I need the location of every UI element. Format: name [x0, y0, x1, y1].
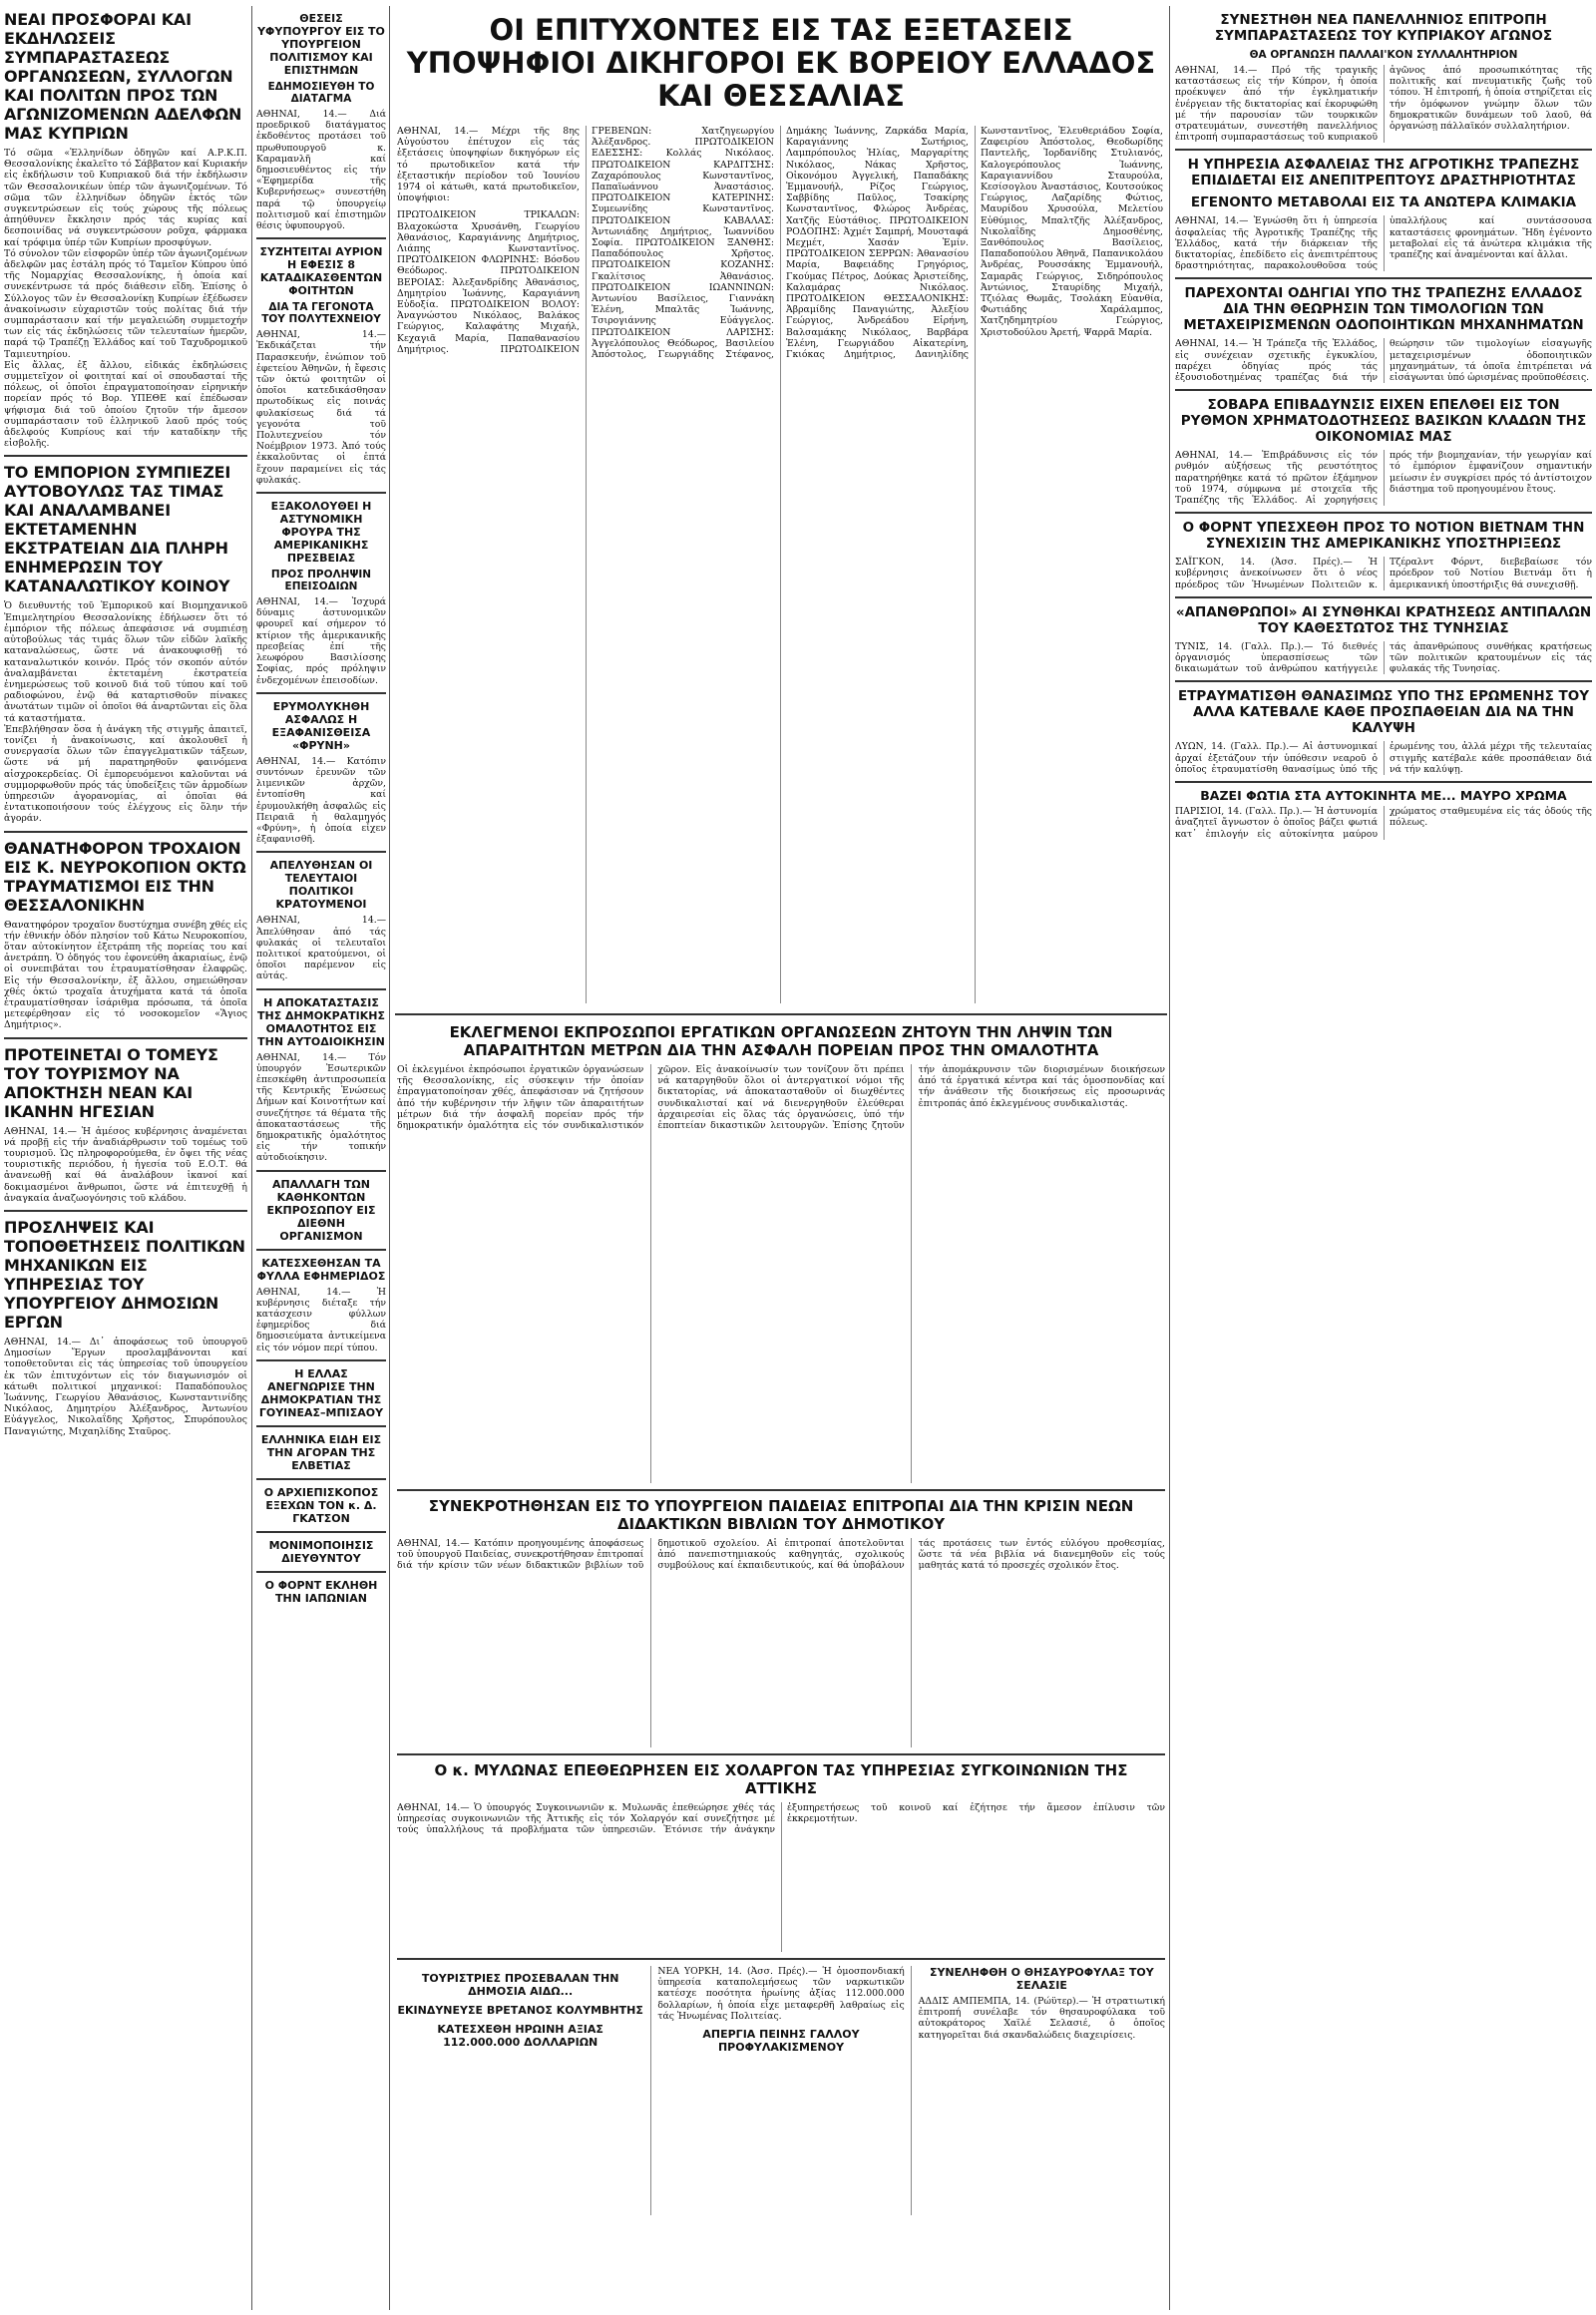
- article-text: Ἐπεβλήθησαν ὅσα ἡ ἀνάγκη τῆς στιγμῆς ἀπαιτεῖ, τονίζει ἡ ἀνακοίνωσις, καί ἀκολουθεῖ ἡ συνεργασία ὅλων τῶν ἐπαγγελματικῶν τάξεων, ὥστε νά μή παρατηρηθοῦν φαινόμενα αἰσχροκερδείας. Οἱ ἐμπορευόμενοι καλοῦνται νά συμμορφωθοῦν πρός τάς ὑποδείξεις τῶν ἁρμοδίων ὑπηρεσιῶν ἀγορανομίας, αἱ ὁποῖαι θά ἐντατικοποιήσουν τούς ἐλέγχους εἰς ὅλην τήν ἀγοράν.: [4, 723, 247, 825]
- headline: ΣΥΝΕΣΤΗΘΗ ΝΕΑ ΠΑΝΕΛΛΗΝΙΟΣ ΕΠΙΤΡΟΠΗ ΣΥΜΠΑΡΑΣΤΑΣΕΩΣ ΤΟΥ ΚΥΠΡΙΑΚΟΥ ΑΓΩΝΟΣ: [1214, 12, 1553, 44]
- article-lyon: [1175, 741, 1592, 775]
- headline: ΕΚΛΕΓΜΕΝΟΙ ΕΚΠΡΟΣΩΠΟΙ ΕΡΓΑΤΙΚΩΝ ΟΡΓΑΝΩΣΕΩΝ ΖΗΤΟΥΝ ΤΗΝ ΛΗΨΙΝ ΤΩΝ ΑΠΑΡΑΙΤΗΤΩΝ ΜΕΤΡΩΝ ΔΙΑ ΤΗΝ ΑΣΦΑΛΗ ΠΟΡΕΙΑΝ ΠΡΟΣ ΤΗΝ ΟΜΑΛΟΤΗΤΑ: [449, 1023, 1113, 1059]
- article-emporion: [4, 463, 247, 824]
- headline: ΕΤΡΑΥΜΑΤΙΣΘΗ ΘΑΝΑΣΙΜΩΣ ΥΠΟ ΤΗΣ ΕΡΩΜΕΝΗΣ ΤΟΥ ΑΛΛΑ ΚΑΤΕΒΑΛΕ ΚΑΘΕ ΠΡΟΣΠΑΘΕΙΑΝ ΔΙΑ ΝΑ ΤΗΝ ΚΑΛΥΨΗ: [1177, 688, 1589, 737]
- headline: ΕΞΑΚΟΛΟΥΘΕΙ Η ΑΣΤΥΝΟΜΙΚΗ ΦΡΟΥΡΑ ΤΗΣ ΑΜΕΡΙΚΑΝΙΚΗΣ ΠΡΕΣΒΕΙΑΣ: [270, 500, 372, 566]
- divider: [1175, 680, 1592, 682]
- divider: [256, 988, 386, 990]
- column-rule: [389, 6, 390, 2310]
- headline: ΠΡΟΤΕΙΝΕΤΑΙ Ο ΤΟΜΕΥΣ ΤΟΥ ΤΟΥΡΙΣΜΟΥ ΝΑ ΑΠΟΚΤΗΣΗ ΝΕΑΝ ΚΑΙ ΙΚΑΝΗΝ ΗΓΕΣΙΑΝ: [4, 1044, 218, 1121]
- divider: [1175, 277, 1592, 279]
- headline: ΝΕΑΙ ΠΡΟΣΦΟΡΑΙ ΚΑΙ ΕΚΔΗΛΩΣΕΙΣ ΣΥΜΠΑΡΑΣΤΑΣΕΩΣ ΟΡΓΑΝΩΣΕΩΝ, ΣΥΛΛΟΓΩΝ ΚΑΙ ΠΟΛΙΤΩΝ ΠΡΟΣ ΤΩΝ ΑΓΩΝΙΖΟΜΕΝΩΝ ΑΔΕΛΦΩΝ ΜΑΣ ΚΥΠΡΙΩΝ: [4, 10, 242, 143]
- exam-results-list: ΠΡΩΤΟΔΙΚΕΙΟΝ ΤΡΙΚΑΛΩΝ: Βλαχοκώστα Χρυσάνθη, Γεωργίου Ἀθανάσιος, Καραγιάννης Δημήτριος, Λιάπης Κωνσταντῖνος. ΠΡΩΤΟΔΙΚΕΙΟΝ ΦΛΩΡΙΝΗΣ: Βόσδου Θεόδωρος. ΠΡΩΤΟΔΙΚΕΙΟΝ ΒΕΡΟΙΑΣ: Ἀλεξανδρίδης Ἀθανάσιος, Δημητρίου Ἰωάννης, Καραγιάννη Εὐδοξία. ΠΡΩΤΟΔΙΚΕΙΟΝ ΒΟΛΟΥ: Ἀναγνώστου Νικόλαος, Βαλάκος Γεώργιος, Καλαφάτης Μιχαήλ, Κεχαγιᾶ Μαρία, Παπαθανασίου Δημήτριος. ΠΡΩΤΟΔΙΚΕΙΟΝ ΓΡΕΒΕΝΩΝ: Χατζηγεωργίου Ἀλέξανδρος. ΠΡΩΤΟΔΙΚΕΙΟΝ ΕΔΕΣΣΗΣ: Κολλάς Νικόλαος. ΠΡΩΤΟΔΙΚΕΙΟΝ ΚΑΡΔΙΤΣΗΣ: Ζαχαρόπουλος Κωνσταντῖνος, Παπαϊωάννου Ἀναστάσιος. ΠΡΩΤΟΔΙΚΕΙΟΝ ΚΑΤΕΡΙΝΗΣ: Συμεωνίδης Κωνσταντῖνος. ΠΡΩΤΟΔΙΚΕΙΟΝ ΚΑΒΑΛΑΣ: Ἀντωνιάδης Δημήτριος, Ἰωαννίδου Σοφία. ΠΡΩΤΟΔΙΚΕΙΟΝ ΞΑΝΘΗΣ: Παπαδόπουλος Χρῆστος. ΠΡΩΤΟΔΙΚΕΙΟΝ ΚΟΖΑΝΗΣ: Γκαλίτσιος Ἀθανάσιος. ΠΡΩΤΟΔΙΚΕΙΟΝ ΙΩΑΝΝΙΝΩΝ: Ἀντωνίου Βασίλειος, Γιαννάκη Ἑλένη, Μπαλτᾶς Ἰωάννης, Τσιρογιάννης Εὐάγγελος. ΠΡΩΤΟΔΙΚΕΙΟΝ ΛΑΡΙΣΗΣ: Ἀγγελόπουλος Θεόδωρος, Βασιλείου Ἀπόστολος, Γεωργιάδης Στέφανος, Δημάκης Ἰωάννης, Ζαρκάδα Μαρία, Καραγιάννης Σωτήριος, Λαμπρόπουλος Ἠλίας, Μαργαρίτης Νικόλαος, Νάκας Χρῆστος, Οἰκονόμου Ἀγγελική, Παπαδάκης Ἐμμανουήλ, Ρίζος Γεώργιος, Σαββίδης Παῦλος, Τσακίρης Κωνσταντῖνος, Φλώρος Ἀνδρέας, Χατζῆς Εὐστάθιος. ΠΡΩΤΟΔΙΚΕΙΟΝ ΡΟΔΟΠΗΣ: Ἀχμέτ Σαμπρή, Μουσταφά Μεχμέτ, Χασάν Ἐμίν. ΠΡΩΤΟΔΙΚΕΙΟΝ ΣΕΡΡΩΝ: Ἀθανασίου Μαρία, Βαφειάδης Γρηγόριος, Γκούμας Πέτρος, Δούκας Ἀριστείδης, Καλαμάρας Νικόλαος. ΠΡΩΤΟΔΙΚΕΙΟΝ ΘΕΣΣΑΛΟΝΙΚΗΣ: Ἀβραμίδης Παναγιώτης, Ἀλεξίου Γεώργιος, Ἀνδρεάδου Εἰρήνη, Βαλσαμάκης Νικόλαος, Βαρβάρα Ἑλένη, Γεωργιάδου Αἰκατερίνη, Γκιόκας Δημήτριος, Δανιηλίδης Κωνσταντῖνος, Ἐλευθεριάδου Σοφία, Ζαφειρίου Ἀπόστολος, Θεοδωρίδης Παντελῆς, Ἰορδανίδης Στυλιανός, Καλογερόπουλος Ἰωάννης, Καραγιαννίδου Σταυρούλα, Κεσίσογλου Ἀναστάσιος, Κουτσούκος Γεώργιος, Λαζαρίδης Φώτιος, Μαυρίδου Χρυσούλα, Μελετίου Εὐθύμιος, Μπαλτζῆς Ἀλέξανδρος, Νικολαΐδης Δημοσθένης, Ξανθόπουλος Βασίλειος, Παπαδοπούλου Ἀθηνᾶ, Παπανικολάου Ἀνδρέας, Ρουσσάκης Ἐμμανουήλ, Σαμαρᾶς Γεώργιος, Σιδηρόπουλος Ἀντώνιος, Σταυρίδης Μιχαήλ, Τζιόλας Θωμᾶς, Τσολάκη Εὐανθία, Φωτιάδης Χαράλαμπος, Χατζηδημητρίου Γεώργιος, Χριστοδούλου Ἀρετή, Ψαρρᾶ Μαρία.: [397, 126, 1163, 361]
- article-epitropi: [1175, 65, 1592, 143]
- divider: [256, 1359, 386, 1361]
- subheadline: ΔΙΑ ΤΑ ΓΕΓΟΝΟΤΑ ΤΟΥ ΠΟΛΥΤΕΧΝΕΙΟΥ: [261, 301, 381, 326]
- divider: [397, 1753, 1165, 1755]
- divider: [256, 1531, 386, 1533]
- headline: ΑΠΕΡΓΙΑ ΠΕΙΝΗΣ ΓΑΛΛΟΥ ΠΡΟΦΥΛΑΚΙΣΜΕΝΟΥ: [702, 2028, 860, 2055]
- article-chrimatodotisi: [1175, 450, 1592, 506]
- headline: ΠΑΡΕΧΟΝΤΑΙ ΟΔΗΓΙΑΙ ΥΠΟ ΤΗΣ ΤΡΑΠΕΖΗΣ ΕΛΛΑΔΟΣ ΔΙΑ ΤΗΝ ΘΕΩΡΗΣΙΝ ΤΩΝ ΤΙΜΟΛΟΓΙΩΝ ΤΩΝ ΜΕΤΑΧΕΙΡΙΣΜΕΝΩΝ ΟΔΟΠΟΙΗΤΙΚΩΝ ΜΗΧΑΝΗΜΑΤΩΝ: [1183, 285, 1584, 334]
- article-text: ΑΘΗΝΑΙ, 14.— Δι᾽ ἀποφάσεως τοῦ ὑπουργοῦ Δημοσίων Ἔργων προσλαμβάνονται καί τοποθετοῦνται εἰς τάς ὑπηρεσίας τοῦ ὑπουργείου ἐκ τῶν ἐπιτυχόντων εἰς τόν διαγωνισμόν οἱ κάτωθι πολιτικοί μηχανικοί: Παπαδόπουλος Ἰωάννης, Γεωργίου Ἀθανάσιος, Κωνσταντινίδης Νικόλαος, Δημητρίου Ἀλέξανδρος, Ἀντωνίου Εὐάγγελος, Νικολαΐδης Χρῆστος, Σπυρόπουλος Παναγιώτης, Μιχαηλίδης Σταῦρος.: [4, 1337, 247, 1437]
- lower-middle-section: [397, 1017, 1165, 2309]
- article-fotia: [1175, 806, 1592, 840]
- article-tourismos: [4, 1045, 247, 1204]
- article-tynisia: [1175, 641, 1592, 675]
- headline: Ο κ. ΜΥΛΩΝΑΣ ΕΠΕΘΕΩΡΗΣΕΝ ΕΙΣ ΧΟΛΑΡΓΟΝ ΤΑΣ ΥΠΗΡΕΣΙΑΣ ΣΥΓΚΟΙΝΩΝΙΩΝ ΤΗΣ ΑΤΤΙΚΗΣ: [434, 1761, 1128, 1797]
- divider: [4, 831, 247, 833]
- article-text: Εἰς ἄλλας, ἐξ ἄλλου, εἰδικάς ἐκδηλώσεις συμμετεῖχον οἱ φοιτηταί καί οἱ σπουδασταί τῆς πόλεως, οἱ ὁποῖοι ἐπραγματοποίησαν εἰρηνικήν πορείαν πρός τό Βορ. ΥΠΕΘΕ καί ἐπέδωσαν ψήφισμα διά τοῦ ὁποίου ζητοῦν τήν ἄμεσον συμπαράστασιν τοῦ ἑλληνικοῦ λαοῦ πρός τούς ἀδελφούς Κυπρίους καί τήν καταδίκην τῆς εἰσβολῆς.: [4, 359, 247, 450]
- headline: ΠΡΟΣΛΗΨΕΙΣ ΚΑΙ ΤΟΠΟΘΕΤΗΣΕΙΣ ΠΟΛΙΤΙΚΩΝ ΜΗΧΑΝΙΚΩΝ ΕΙΣ ΥΠΗΡΕΣΙΑΣ ΤΟΥ ΥΠΟΥΡΓΕΙΟΥ ΔΗΜΟΣΙΩΝ ΕΡΓΩΝ: [4, 1218, 245, 1332]
- divider: [4, 455, 247, 457]
- divider: [256, 1478, 386, 1480]
- headline: ΜΟΝΙΜΟΠΟΙΗΣΙΣ ΔΙΕΥΘΥΝΤΟΥ: [268, 1538, 374, 1565]
- article-kypros-support: [4, 10, 247, 449]
- article-trochaion: [4, 839, 247, 1031]
- article-text: ΑΘΗΝΑΙ, 14.— Ἐγνώσθη ὅτι ἡ ὑπηρεσία ἀσφαλείας τῆς Ἀγροτικῆς Τραπέζης τῆς Ἑλλάδος, κατά τήν διάρκειαν τῆς δικτατορίας, ἐπεδίδετο εἰς ἀνεπιτρέπτους δραστηριότητας, παρακολουθοῦσα τούς ὑπαλλήλους καί συντάσσουσα καταστάσεις φρονημάτων. Ἤδη ἐγένοντο μεταβολαί εἰς τά ἀνώτερα κλιμάκια τῆς τραπέζης καί ἀναμένονται καί ἄλλαι.: [1175, 215, 1592, 272]
- article-text: ΑΘΗΝΑΙ, 14.— Τόν ὑπουργόν Ἐσωτερικῶν ἐπεσκέφθη ἀντιπροσωπεία τῆς Κεντρικῆς Ἑνώσεως Δήμων καί Κοινοτήτων καί συνεζήτησε τά θέματα τῆς ἀποκαταστάσεως τῆς δημοκρατικῆς ὁμαλότητος εἰς τήν τοπικήν αὐτοδιοίκησιν.: [256, 1051, 386, 1164]
- article-text: ΑΘΗΝΑΙ, 14.— Ἡ Τράπεζα τῆς Ἑλλάδος, εἰς συνέχειαν σχετικῆς ἐγκυκλίου, παρέχει ὁδηγίας πρός τάς ἐξουσιοδοτημένας τραπέζας διά τήν θεώρησιν τῶν τιμολογίων εἰσαγωγῆς μεταχειρισμένων ὁδοποιητικῶν μηχανημάτων, τά ὁποῖα ἐπιτρέπεται νά εἰσάγωνται ὑπό ὡρισμένας προϋποθέσεις.: [1175, 338, 1592, 384]
- article-paideia: [397, 1538, 1165, 1747]
- article-michanikoi: [4, 1218, 247, 1437]
- article-text: Οἱ ἐκλεγμένοι ἐκπρόσωποι ἐργατικῶν ὀργανώσεων τῆς Θεσσαλονίκης, εἰς σύσκεψιν τήν ὁποίαν ἐπραγματοποίησαν χθές, ἀπεφάσισαν νά ζητήσουν ἀπό τήν κυβέρνησιν τήν λῆψιν τῶν ἀπαραιτήτων μέτρων διά τήν ἀσφαλῆ πορείαν πρός τήν δημοκρατικήν ὁμαλότητα εἰς τόν συνδικαλιστικόν χῶρον. Εἰς ἀνακοίνωσίν των τονίζουν ὅτι πρέπει νά καταργηθοῦν ὅλοι οἱ ἀντεργατικοί νόμοι τῆς δικτατορίας, νά ἀποκατασταθοῦν οἱ διωχθέντες συνδικαλισταί καί νά διενεργηθοῦν ἐλεύθεραι ἀρχαιρεσίαι εἰς ὅλας τάς ὀργανώσεις, ὑπό τήν ἐποπτείαν δικαστικῶν λειτουργῶν. Ἐπίσης ζητοῦν τήν ἀπομάκρυνσιν τῶν διορισμένων διοικήσεων ἀπό τά ἐργατικά κέντρα καί τάς ὁμοσπονδίας καί τήν ἀνάθεσιν τῆς διοικήσεως εἰς προσωρινάς ἐπιτροπάς ἀπό ἐκλεγμένους συνδικαλιστάς.: [397, 1064, 1165, 1132]
- divider: [1175, 512, 1592, 514]
- headline: ΘΕΣΕΙΣ ΥΦΥΠΟΥΡΓΟΥ ΕΙΣ ΤΟ ΥΠΟΥΡΓΕΙΟΝ ΠΟΛΙΤΙΣΜΟΥ ΚΑΙ ΕΠΙΣΤΗΜΩΝ: [257, 12, 385, 77]
- article-ergatika: [397, 1064, 1165, 1483]
- column-rule: [1169, 6, 1170, 2310]
- headline: Η ΑΠΟΚΑΤΑΣΤΑΣΙΣ ΤΗΣ ΔΗΜΟΚΡΑΤΙΚΗΣ ΟΜΑΛΟΤΗΤΟΣ ΕΙΣ ΤΗΝ ΑΥΤΟΔΙΟΙΚΗΣΙΝ: [256, 995, 385, 1048]
- headline: ΣΥΝΕΛΗΦΘΗ Ο ΘΗΣΑΥΡΟΦΥΛΑΞ ΤΟΥ ΣΕΛΑΣΙΕ: [929, 1966, 1154, 1992]
- divider: [256, 692, 386, 694]
- article-text: ΑΘΗΝΑΙ, 14.— Ἀπελύθησαν ἀπό τάς φυλακάς οἱ τελευταῖοι πολιτικοί κρατούμενοι, οἱ ὁποῖοι παρέμενον εἰς αὐτάς.: [256, 915, 386, 982]
- main-headline: ΟΙ ΕΠΙΤΥΧΟΝΤΕΣ ΕΙΣ ΤΑΣ ΕΞΕΤΑΣΕΙΣ ΥΠΟΨΗΦΙΟΙ ΔΙΚΗΓΟΡΟΙ ΕΚ ΒΟΡΕΙΟΥ ΕΛΛΑΔΟΣ ΚΑΙ ΘΕΣΣΑΛΙΑΣ: [406, 13, 1156, 113]
- headline: Ο ΦΟΡΝΤ ΕΚΛΗΘΗ ΤΗΝ ΙΑΠΩΝΙΑΝ: [264, 1578, 378, 1605]
- headline: ΘΑΝΑΤΗΦΟΡΟΝ ΤΡΟΧΑΙΟΝ ΕΙΣ Κ. ΝΕΥΡΟΚΟΠΙΟΝ ΟΚΤΩ ΤΡΑΥΜΑΤΙΣΜΟΙ ΕΙΣ ΤΗΝ ΘΕΣΣΑΛΟΝΙΚΗΝ: [4, 838, 246, 915]
- headline: ΚΑΤΕΣΧΕΘΗΣΑΝ ΤΑ ΦΥΛΛΑ ΕΦΗΜΕΡΙΔΟΣ: [256, 1256, 386, 1283]
- subheadline: ΠΡΟΣ ΠΡΟΛΗΨΙΝ ΕΠΕΙΣΟΔΙΩΝ: [270, 569, 372, 593]
- article-text: Τό σύνολον τῶν εἰσφορῶν ὑπέρ τῶν ἀγωνιζομένων ἀδελφῶν μας ἐστάλη πρός τό Ταμεῖον Κύπρου ὑπό τῆς Νομαρχίας Θεσσαλονίκης, ἡ ὁποία καί συνεκέντρωσε τά πρός διάθεσιν εἴδη. Ἐπίσης ὁ Σύλλογος τῶν ἐν Θεσσαλονίκῃ Κυπρίων ἐξέδωσεν ἀνακοίνωσιν εὐχαριστῶν τούς πολίτας διά τήν συμπαράστασιν καί τήν μεγαλειώδη συμμετοχήν των εἰς τάς ἐκδηλώσεις τῶν τελευταίων ἡμερῶν, παρά τῷ Τραπέζῃ Ἑλλάδος καί τοῦ Ταχυδρομικοῦ Ταμιευτηρίου.: [4, 247, 247, 360]
- divider: [256, 851, 386, 853]
- divider: [256, 1170, 386, 1172]
- divider: [1175, 149, 1592, 151]
- article-text: ΑΘΗΝΑΙ, 14.— Ἡ ἀμέσος κυβέρνησις ἀναμένεται νά προβῇ εἰς τήν ἀναδιάρθρωσιν τοῦ τομέως τοῦ τουρισμοῦ. Ὡς πληροφορούμεθα, ἐν ὄψει τῆς νέας τουριστικῆς περιόδου, ἡ ἡγεσία τοῦ Ε.Ο.Τ. θά ἀνανεωθῇ καί θά ἀναλάβουν ἱκανοί καί δοκιμασμένοι ἄνθρωποι, ὥστε νά ἐπιτευχθῇ ἡ ἀναγκαία ἀναζωογόνησις τοῦ κλάδου.: [4, 1125, 247, 1204]
- headline: ΤΟΥΡΙΣΤΡΙΕΣ ΠΡΟΣΕΒΑΛΑΝ ΤΗΝ ΔΗΜΟΣΙΑ ΑΙΔΩ...: [421, 1972, 619, 1998]
- article-text: ΣΑΪΓΚΟΝ, 14. (Ἀσσ. Πρές).— Ἡ κυβέρνησις ἀνεκοίνωσεν ὅτι ὁ νέος πρόεδρος τῶν Ἡνωμένων Πολιτειῶν κ. Τζέραλντ Φόρντ, διεβεβαίωσε τόν πρόεδρον τοῦ Νοτίου Βιετνάμ ὅτι ἡ ἀμερικανική ὑποστήριξις θά συνεχισθῇ.: [1175, 557, 1592, 590]
- column-1: [4, 6, 247, 2310]
- article-text: ΝΕΑ ΥΟΡΚΗ, 14. (Ἀσσ. Πρές).— Ἡ ὁμοσπονδιακή ὑπηρεσία καταπολεμήσεως τῶν ναρκωτικῶν κατέσχε ποσότητα ἡρωίνης ἀξίας 112.000.000 δολλαρίων, ἡ ὁποία εἶχε μεταφερθῆ λαθραίως εἰς τάς Ἡνωμένας Πολιτείας.: [657, 1966, 905, 2022]
- article-text: ΑΘΗΝΑΙ, 14.— Ἰσχυρά δύναμις ἀστυνομικῶν φρουρεῖ καί σήμερον τό κτίριον τῆς ἀμερικανικῆς πρεσβείας ἐπί τῆς λεωφόρου Βασιλίσσης Σοφίας, πρός πρόληψιν ἐνδεχομένων ἐπεισοδίων.: [256, 596, 386, 686]
- subheadline: ΘΑ ΟΡΓΑΝΩΣΗ ΠΑΛΛΑΙ'ΚΟΝ ΣΥΛΛΑΛΗΤΗΡΙΟΝ: [1249, 49, 1518, 61]
- headline: Ο ΑΡΧΙΕΠΙΣΚΟΠΟΣ ΕΞΕΧΩΝ ΤΟΝ κ. Δ. ΓΚΑΤΣΟΝ: [263, 1485, 379, 1525]
- divider: [4, 1037, 247, 1039]
- column-4: [1175, 6, 1592, 2310]
- article-text: ΑΔΔΙΣ ΑΜΠΕΜΠΑ, 14. (Ρώϋτερ).— Ἡ στρατιωτική ἐπιτροπή συνέλαβε τόν θησαυροφύλακα τοῦ αὐτοκράτορος Χαϊλέ Σελασιέ, ὁ ὁποῖος κατηγορεῖται διά σκανδαλώδεις διαχειρίσεις.: [918, 1996, 1165, 2041]
- divider: [397, 1489, 1165, 1491]
- headline: ΣΥΖΗΤΕΙΤΑΙ ΑΥΡΙΟΝ Η ΕΦΕΣΙΣ 8 ΚΑΤΑΔΙΚΑΣΘΕΝΤΩΝ ΦΟΙΤΗΤΩΝ: [259, 245, 383, 298]
- article-text: Ὁ διευθυντής τοῦ Ἐμπορικοῦ καί Βιομηχανικοῦ Ἐπιμελητηρίου Θεσσαλονίκης ἐδήλωσεν ὅτι τό ἐμπόριον τῆς πόλεως ἀπεφάσισε νά συμπιέσῃ αὐτοβούλως τάς τιμάς ὅλων τῶν εἰδῶν λαϊκῆς καταναλώσεως, ὥστε νά ἀνακουφισθῇ τό καταναλωτικόν κοινόν. Πρός τόν σκοπόν αὐτόν ἀναλαμβάνεται ἐκτεταμένη ἐκστρατεία ἐνημερώσεως τοῦ κοινοῦ διά τοῦ τύπου καί τοῦ ραδιοφώνου, ἐνῷ θά καταρτισθοῦν πίνακες ἀνωτάτων τιμῶν οἱ ὁποῖοι θά ἀναρτῶνται εἰς ὅλα τά καταστήματα.: [4, 600, 247, 724]
- headline: Η ΥΠΗΡΕΣΙΑ ΑΣΦΑΛΕΙΑΣ ΤΗΣ ΑΓΡΟΤΙΚΗΣ ΤΡΑΠΕΖΗΣ ΕΠΙΔΙΔΕΤΑΙ ΕΙΣ ΑΝΕΠΙΤΡΕΠΤΟΥΣ ΔΡΑΣΤΗΡΙΟΤΗΤΑΣ: [1187, 157, 1580, 190]
- headline: ΒΑΖΕΙ ΦΩΤΙΑ ΣΤΑ ΑΥΤΟΚΙΝΗΤΑ ΜΕ... ΜΑΥΡΟ ΧΡΩΜΑ: [1200, 788, 1567, 804]
- divider: [1175, 389, 1592, 391]
- headline: Η ΕΛΛΑΣ ΑΝΕΓΝΩΡΙΣΕ ΤΗΝ ΔΗΜΟΚΡΑΤΙΑΝ ΤΗΣ ΓΟΥΙΝΕΑΣ–ΜΠΙΣΑΟΥ: [258, 1366, 384, 1419]
- article-text: Θανατηφόρον τροχαῖον δυστύχημα συνέβη χθές εἰς τήν ἐθνικήν ὁδόν πλησίον τοῦ Κάτω Νευροκοπίου, ὅταν αὐτοκίνητον ἐξετράπη τῆς πορείας του καί ἀνετράπη. Ὁ ὁδηγός του ἐφονεύθη ἀκαριαίως, ἐνῷ οἱ συνεπιβάται του ἐτραυματίσθησαν ἐλαφρῶς. Εἰς τήν Θεσσαλονίκην, ἐξ ἄλλου, σημειώθησαν χθές ὀκτώ τροχαῖα ἀτυχήματα κατά τά ὁποῖα ἐτραυματίσθησαν ἰσάριθμα πρόσωπα, τά ὁποῖα μετεφέρθησαν εἰς τό νοσοκομεῖον «Ἅγιος Δημήτριος».: [4, 919, 247, 1031]
- headline: ΣΥΝΕΚΡΟΤΗΘΗΣΑΝ ΕΙΣ ΤΟ ΥΠΟΥΡΓΕΙΟΝ ΠΑΙΔΕΙΑΣ ΕΠΙΤΡΟΠΑΙ ΔΙΑ ΤΗΝ ΚΡΙΣΙΝ ΝΕΩΝ ΔΙΔΑΚΤΙΚΩΝ ΒΙΒΛΙΩΝ ΤΟΥ ΔΗΜΟΤΙΚΟΥ: [428, 1497, 1134, 1533]
- headline: ΣΟΒΑΡΑ ΕΠΙΒΑΔΥΝΣΙΣ ΕΙΧΕΝ ΕΠΕΛΘΕΙ ΕΙΣ ΤΟΝ ΡΥΘΜΟΝ ΧΡΗΜΑΤΟΔΟΤΗΣΕΩΣ ΒΑΣΙΚΩΝ ΚΛΑΔΩΝ ΤΗΣ ΟΙΚΟΝΟΜΙΑΣ ΜΑΣ: [1180, 397, 1587, 446]
- headline: ΤΟ ΕΜΠΟΡΙΟΝ ΣΥΜΠΙΕΖΕΙ ΑΥΤΟΒΟΥΛΩΣ ΤΑΣ ΤΙΜΑΣ ΚΑΙ ΑΝΑΛΑΜΒΑΝΕΙ ΕΚΤΕΤΑΜΕΝΗΝ ΕΚΣΤΡΑΤΕΙΑΝ ΔΙΑ ΠΛΗΡΗ ΕΝΗΜΕΡΩΣΙΝ ΤΟΥ ΚΑΤΑΝΑΛΩΤΙΚΟΥ ΚΟΙΝΟΥ: [4, 463, 231, 596]
- article-text: ΤΥΝΙΣ, 14. (Γαλλ. Πρ.).— Τό διεθνές ὀργανισμός ὑπερασπίσεως τῶν δικαιωμάτων τοῦ ἀνθρώπου κατήγγειλε τάς ἀπανθρώπους συνθήκας κρατήσεως τῶν πολιτικῶν κρατουμένων εἰς τάς φυλακάς τῆς Τυνησίας.: [1175, 640, 1592, 675]
- article-ford: [1175, 557, 1592, 590]
- headline: Ο ΦΟΡΝΤ ΥΠΕΣΧΕΘΗ ΠΡΟΣ ΤΟ ΝΟΤΙΟΝ ΒΙΕΤΝΑΜ ΤΗΝ ΣΥΝΕΧΙΣΙΝ ΤΗΣ ΑΜΕΡΙΚΑΝΙΚΗΣ ΥΠΟΣΤΗΡΙΞΕΩΣ: [1182, 520, 1585, 553]
- headline: «ΑΠΑΝΘΡΩΠΟΙ» ΑΙ ΣΥΝΘΗΚΑΙ ΚΡΑΤΗΣΕΩΣ ΑΝΤΙΠΑΛΩΝ ΤΟΥ ΚΑΘΕΣΤΩΤΟΣ ΤΗΣ ΤΥΝΗΣΙΑΣ: [1175, 603, 1592, 636]
- exam-results: [397, 126, 1163, 1003]
- article-text: ΑΘΗΝΑΙ, 14.— Κατόπιν προηγουμένης ἀποφάσεως τοῦ ὑπουργοῦ Παιδείας, συνεκροτήθησαν ἐπιτροπαί διά τήν κρίσιν τῶν νέων διδακτικῶν βιβλίων τοῦ δημοτικοῦ σχολείου. Αἱ ἐπιτροπαί ἀποτελοῦνται ἀπό πανεπιστημιακούς καθηγητάς, σχολικούς συμβούλους καί ἐκπαιδευτικούς, καί θά ὑποβάλουν τάς προτάσεις των ἐντός εὐλόγου προθεσμίας, ὥστε τά νέα βιβλία νά διανεμηθοῦν εἰς τούς μαθητάς κατά τό προσεχές σχολικόν ἔτος.: [397, 1538, 1165, 1572]
- column-rule: [251, 6, 252, 2310]
- article-text: ΠΑΡΙΣΙΟΙ, 14. (Γαλλ. Πρ.).— Ἡ ἀστυνομία ἀναζητεῖ ἄγνωστον ὁ ὁποῖος βάζει φωτιά κατ᾽ ἐπιλογήν εἰς αὐτοκίνητα μαύρου χρώματος σταθμευμένα εἰς τάς ὁδούς τῆς πόλεως.: [1175, 806, 1592, 840]
- article-text: ΑΘΗΝΑΙ, 14.— Διά προεδρικοῦ διατάγματος ἐκδοθέντος προτάσει τοῦ πρωθυπουργοῦ κ. Καραμανλῆ καί δημοσιευθέντος εἰς τήν «Ἐφημερίδα τῆς Κυβερνήσεως» συνεστήθη παρά τῷ ὑπουργείῳ πολιτισμοῦ καί ἐπιστημῶν θέσις ὑφυπουργοῦ.: [256, 109, 386, 232]
- headline: ΑΠΕΛΥΘΗΣΑΝ ΟΙ ΤΕΛΕΥΤΑΙΟΙ ΠΟΛΙΤΙΚΟΙ ΚΡΑΤΟΥΜΕΝΟΙ: [269, 859, 373, 912]
- article-text: ΑΘΗΝΑΙ, 14.— Κατόπιν συντόνων ἐρευνῶν τῶν λιμενικῶν ἀρχῶν, ἐντοπίσθη καί ἐρυμουλκήθη ἀσφαλῶς εἰς Πειραιᾶ ἡ θαλαμηγός «Φρύνη», ἡ ὁποία εἶχεν ἐξαφανισθῆ.: [256, 755, 386, 846]
- divider: [1175, 596, 1592, 598]
- headline: ΚΑΤΕΣΧΕΘΗ ΗΡΩΙΝΗ ΑΞΙΑΣ 112.000.000 ΔΟΛΛΑΡΙΩΝ: [437, 2023, 603, 2049]
- article-text: ΑΘΗΝΑΙ, 14.— Ὁ ὑπουργός Συγκοινωνιῶν κ. Μυλωνᾶς ἐπεθεώρησε χθές τάς ὑπηρεσίας συγκοινωνιῶν τῆς Ἀττικῆς εἰς τόν Χολαργόν καί συνεζήτησε μέ τούς ὑπαλλήλους τά προβλήματα τῶν ὑπηρεσιῶν. Ἐτόνισε τήν ἀνάγκην ἐξυπηρετήσεως τοῦ κοινοῦ καί ἐζήτησε τήν ἄμεσον ἐπίλυσιν τῶν ἐκκρεμοτήτων.: [397, 1802, 1165, 1836]
- divider: [256, 237, 386, 239]
- divider: [4, 1210, 247, 1212]
- short-news: [397, 1966, 1165, 2215]
- article-text: Τό σῶμα «Ἑλληνίδων ὁδηγῶν καί Α.Ρ.Κ.Π. Θεσσαλονίκης ἐκαλεῖτο τό Σάββατον καί Κυριακήν εἰς ἐκδήλωσιν τοῦ Κυπριακοῦ διά τήν ἐκδήλωσιν τῶν Θεσσαλονικέων ὑπέρ τῶν ἀγωνιζομένων. Τό σῶμα τῶν ἑλληνίδων ὁδηγῶν ἐκτός τῶν συγκεντρώσεων εἰς τούς χώρους τῆς πόλεως ἀπηύθυνεν ἔκκλησιν πρός τάς κυρίας καί δεσποινίδας νά συγκεντρώσουν ροῦχα, φάρμακα καί τρόφιμα ὑπέρ τῶν Κυπρίων προσφύγων.: [4, 148, 247, 248]
- headline: ΕΛΛΗΝΙΚΑ ΕΙΔΗ ΕΙΣ ΤΗΝ ΑΓΟΡΑΝ ΤΗΣ ΕΛΒΕΤΙΑΣ: [260, 1432, 382, 1472]
- article-text: ΑΘΗΝΑΙ, 14.— Ἐπιβράδυνσις εἰς τόν ρυθμόν αὐξήσεως τῆς ρευστότητος παρατηρήθηκε κατά τό πρῶτον ἑξάμηνον τοῦ 1974, σύμφωνα μέ στοιχεῖα τῆς Τραπέζης τῆς Ἑλλάδος. Αἱ χορηγήσεις πρός τήν βιομηχανίαν, τήν γεωργίαν καί τό ἐμπόριον ἐμφανίζουν σημαντικήν μείωσιν ἐν συγκρίσει πρός τό ἀντίστοιχον διάστημα τοῦ προηγουμένου ἔτους.: [1175, 450, 1592, 507]
- divider: [256, 1571, 386, 1573]
- column-2: [256, 6, 386, 2310]
- headline: ΕΡΥΜΟΛΥΚΗΘΗ ΑΣΦΑΛΩΣ Η ΕΞΑΦΑΝΙΣΘΕΙΣΑ «ΦΡΥΝΗ»: [271, 699, 371, 752]
- article-text: ΛΥΩΝ, 14. (Γαλλ. Πρ.).— Αἱ ἀστυνομικαί ἀρχαί ἐξετάζουν τήν ὑπόθεσιν νεαροῦ ὁ ὁποῖος ἐτραυματίσθη θανασίμως ὑπό τῆς ἐρωμένης του, ἀλλά μέχρι τῆς τελευταίας στιγμῆς κατέβαλε κάθε προσπάθειαν διά νά τήν καλύψῃ.: [1175, 741, 1592, 775]
- article-trapeza: [1175, 338, 1592, 383]
- divider: [256, 1249, 386, 1251]
- article-mylonas: [397, 1802, 1165, 1952]
- subheadline: ΕΔΗΜΟΣΙΕΥΘΗ ΤΟ ΔΙΑΤΑΓΜΑ: [267, 81, 375, 105]
- article-agrotiki: [1175, 215, 1592, 271]
- divider: [395, 1013, 1167, 1015]
- headline: ΑΠΑΛΛΑΓΗ ΤΩΝ ΚΑΘΗΚΟΝΤΩΝ ΕΚΠΡΟΣΩΠΟΥ ΕΙΣ ΔΙΕΘΝΗ ΟΡΓΑΝΙΣΜΟΝ: [266, 1177, 376, 1243]
- divider: [256, 492, 386, 494]
- headline: ΕΓΕΝΟΝΤΟ ΜΕΤΑΒΟΛΑΙ ΕΙΣ ΤΑ ΑΝΩΤΕΡΑ ΚΛΙΜΑΚΙΑ: [1190, 194, 1577, 211]
- article-text: ΑΘΗΝΑΙ, 14.— Πρό τῆς τραγικῆς καταστάσεως εἰς τήν Κύπρον, ἡ ὁποία προέκυψεν ἀπό τήν ἐγκληματικήν ἐνέργειαν τῆς δικτατορίας καί ἐκορυφώθη μέ τήν παρουσίαν τῶν τουρκικῶν στρατευμάτων, συνεστήθη πανελλήνιος ἐπιτροπή συμπαραστάσεως τοῦ κυπριακοῦ ἀγῶνος ἀπό προσωπικότητας τῆς πολιτικῆς καί πνευματικῆς ζωῆς τοῦ τόπου. Ἡ ἐπιτροπή, ἡ ὁποία στηρίζεται εἰς τήν ὁμόφωνον γνώμην ὅλων τῶν δημοκρατικῶν δυνάμεων τοῦ λαοῦ, θά ὀργανώσῃ πάλλαϊκόν συλλαλητήριον.: [1175, 65, 1592, 144]
- divider: [1175, 781, 1592, 783]
- article-text: ΑΘΗΝΑΙ, 14.— Ἡ κυβέρνησις διέταξε τήν κατάσχεσιν φύλλων ἐφημερίδος διά δημοσιεύματα ἀντικείμενα εἰς τόν νόμον περί τύπου.: [256, 1286, 386, 1353]
- article-lead: ΑΘΗΝΑΙ, 14.— Μέχρι τῆς 8ης Αὐγούστου ἐπέτυχον εἰς τάς ἐξετάσεις ὑποψηφίων δικηγόρων εἰς τό πρωτοδικεῖον κατά τήν ἐξεταστικήν περίοδον τοῦ Ἰουνίου 1974 οἱ κάτωθι, κατά πρωτοδικεῖον, ὑποψήφιοι:: [397, 126, 580, 204]
- divider: [256, 1425, 386, 1427]
- article-text: ΑΘΗΝΑΙ, 14.— Ἐκδικάζεται τήν Παρασκευήν, ἐνώπιον τοῦ ἐφετείου Ἀθηνῶν, ἡ ἔφεσις τῶν ὀκτώ φοιτητῶν οἱ ὁποῖοι κατεδικάσθησαν πρωτοδίκως εἰς ποινάς φυλακίσεως διά τά γεγονότα τοῦ Πολυτεχνείου τόν Νοέμβριον 1973. Ἀπό τούς ἐκκαλοῦντας οἱ ἑπτά ἔχουν παραμείνει εἰς τάς φυλακάς.: [256, 329, 386, 486]
- headline: ΕΚΙΝΔΥΝΕΥΣΕ ΒΡΕΤΑΝΟΣ ΚΟΛΥΜΒΗΤΗΣ: [397, 2004, 643, 2017]
- divider: [397, 1958, 1165, 1960]
